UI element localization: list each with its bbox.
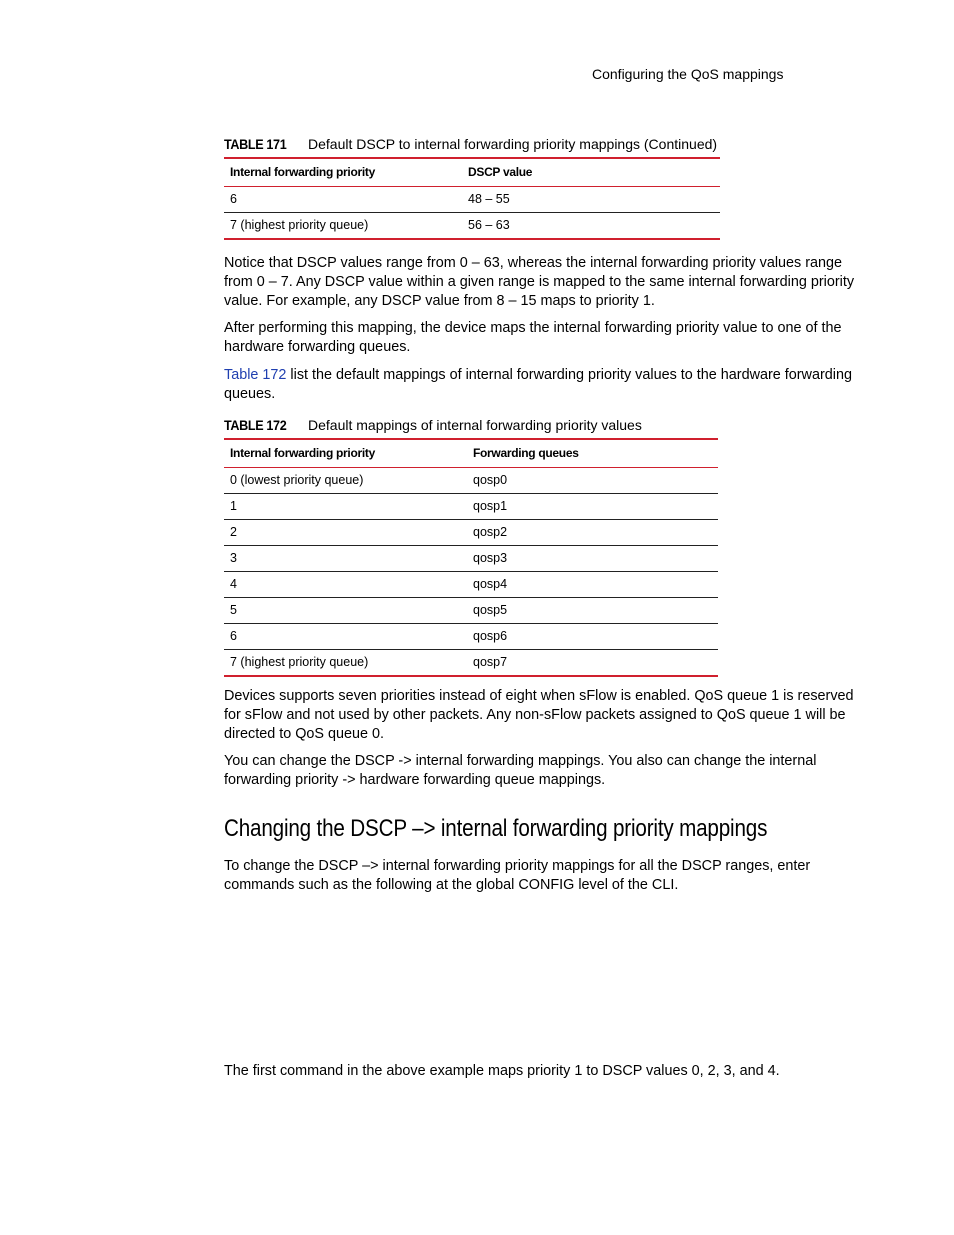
table-172 xyxy=(224,438,718,677)
table-cell: qosp2 xyxy=(467,519,718,545)
table-header-row xyxy=(224,158,720,186)
table-cell: qosp4 xyxy=(467,571,718,597)
table-cell: 48 – 55 xyxy=(462,186,720,212)
table-cell: qosp6 xyxy=(467,623,718,649)
table-row xyxy=(224,649,718,676)
table-cell: qosp0 xyxy=(467,467,718,493)
table-cell: 7 (highest priority queue) xyxy=(224,649,467,676)
table-row xyxy=(224,545,718,571)
table-cell: 6 xyxy=(224,623,467,649)
table-cell: 7 (highest priority queue) xyxy=(224,212,462,239)
table-row xyxy=(224,623,718,649)
table-number: TABLE 171 xyxy=(224,136,287,152)
table-cell: qosp7 xyxy=(467,649,718,676)
column-header: Internal forwarding priority xyxy=(224,439,467,467)
table-171-caption xyxy=(224,135,717,153)
table-title: Default DSCP to internal forwarding priority mappings (Continued) xyxy=(308,136,718,152)
table-cell: 4 xyxy=(224,571,467,597)
paragraph-dscp-ranges: Notice that DSCP values range from 0 – 63, whereas the internal forwarding priority values range from 0 – 7. Any DSCP value within a given range is mapped to the same internal forwarding priority value. For example, any DSCP value from 8 – 15 maps to priority 1. xyxy=(224,255,855,309)
table-cell: 56 – 63 xyxy=(462,212,720,239)
column-header: Internal forwarding priority xyxy=(224,158,462,186)
paragraph-change-mappings: You can change the DSCP -> internal forwarding mappings. You also can change the internal forwarding priority -> hardware forwarding queue mappings. xyxy=(224,753,817,788)
table-number: TABLE 172 xyxy=(224,417,287,433)
paragraph-mapping: After performing this mapping, the device maps the internal forwarding priority value to one of the hardware forwarding queues. xyxy=(224,320,842,355)
table-row xyxy=(224,467,718,493)
table-cell: 0 (lowest priority queue) xyxy=(224,467,467,493)
table-row xyxy=(224,186,720,212)
table-172-caption xyxy=(224,416,642,434)
table-171 xyxy=(224,157,720,240)
table-row xyxy=(224,212,720,239)
paragraph-change-instructions: To change the DSCP –> internal forwarding priority mappings for all the DSCP ranges, enter commands such as the following at the global CONFIG level of the CLI. xyxy=(224,858,811,893)
table-cell: qosp5 xyxy=(467,597,718,623)
table-row xyxy=(224,571,718,597)
table-cell: 5 xyxy=(224,597,467,623)
section-heading: Changing the DSCP –> internal forwarding priority mappings xyxy=(224,815,768,842)
table-title: Default mappings of internal forwarding priority values xyxy=(308,417,642,433)
table-cell: 3 xyxy=(224,545,467,571)
table-row xyxy=(224,597,718,623)
paragraph-first-command: The first command in the above example maps priority 1 to DSCP values 0, 2, 3, and 4. xyxy=(224,1063,780,1079)
table-row xyxy=(224,493,718,519)
paragraph-table-172-reference xyxy=(224,366,872,404)
column-header: Forwarding queues xyxy=(467,439,718,467)
paragraph-sflow: Devices supports seven priorities instead of eight when sFlow is enabled. QoS queue 1 is reserved for sFlow and not used by other packets. Any non-sFlow packets assigned to QoS queue 1 will be directed to QoS queue 0. xyxy=(224,688,854,742)
running-header: Configuring the QoS mappings xyxy=(592,66,784,82)
table-header-row xyxy=(224,439,718,467)
table-cell: qosp3 xyxy=(467,545,718,571)
table-row xyxy=(224,519,718,545)
table-172-link[interactable]: Table 172 xyxy=(224,367,287,383)
table-cell: 1 xyxy=(224,493,467,519)
table-cell: 6 xyxy=(224,186,462,212)
paragraph-text: list the default mappings of internal forwarding priority values to the hardware forwarding queues. xyxy=(224,367,852,402)
table-cell: 2 xyxy=(224,519,467,545)
table-cell: qosp1 xyxy=(467,493,718,519)
column-header: DSCP value xyxy=(462,158,720,186)
